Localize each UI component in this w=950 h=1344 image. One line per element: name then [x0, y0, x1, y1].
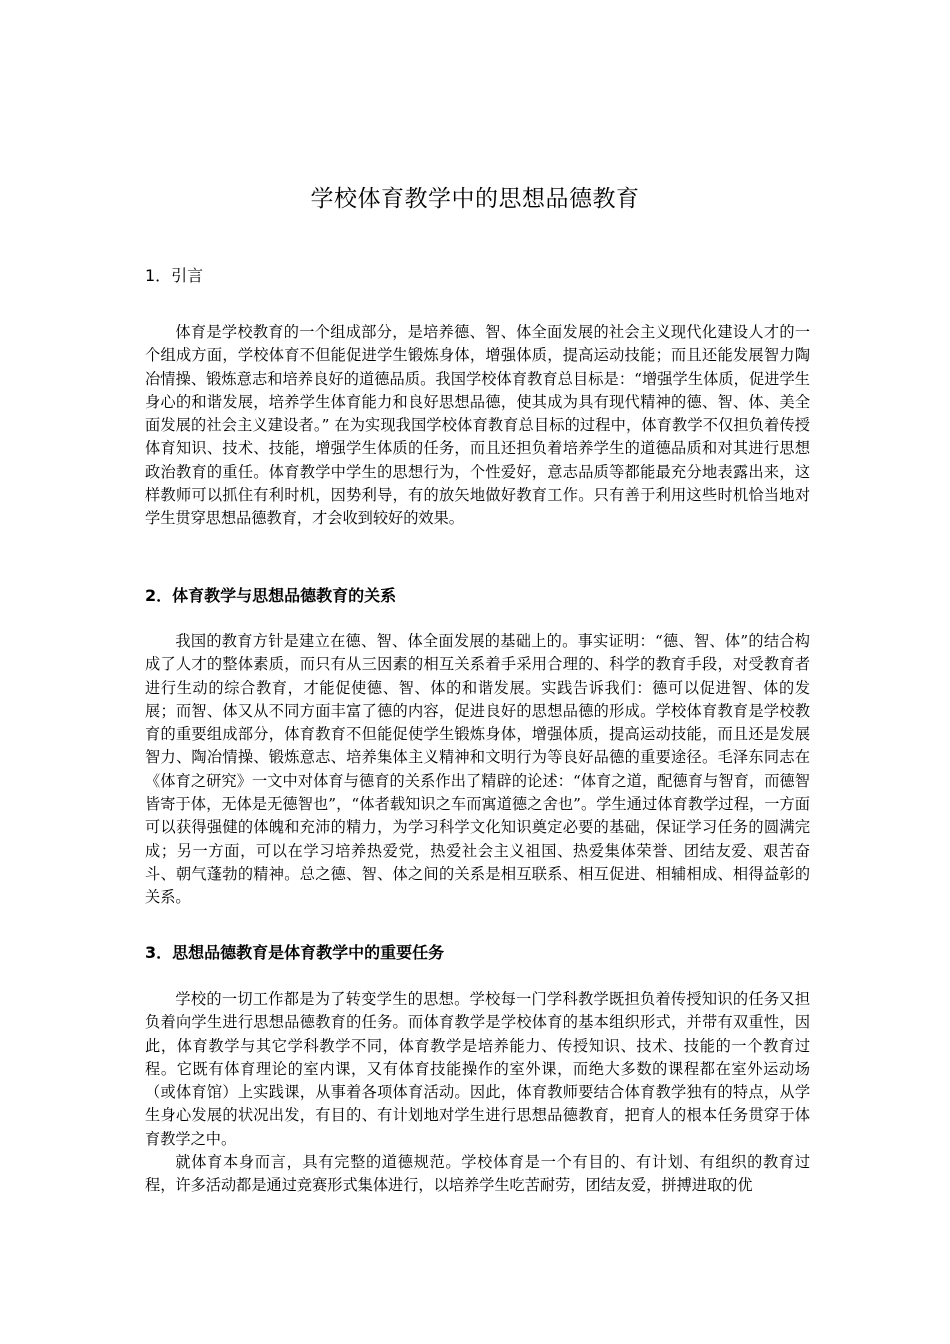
section-body-introduction [145, 321, 810, 531]
document-title: 学校体育教学中的思想品德教育 [310, 186, 640, 212]
paragraph: 就体育本身而言，具有完整的道德规范。学校体育是一个有目的、有计划、有组织的教育过程，许多活动都是通过竞赛形式集体进行，以培养学生吃苦耐劳，团结友爱，拼搏进取的优 [145, 1153, 810, 1195]
paragraph: 学校的一切工作都是为了转变学生的思想。学校每一门学科教学既担负着传授知识的任务又担负着向学生进行思想品德教育的任务。而体育教学是学校体育的基本组织形式，并带有双重性，因此，体育教学与其它学科教学不同，体育教学是培养能力、传授知识、技术、技能的一个教育过程。它既有体育理论的室内课，又有体育技能操作的室外课，而绝大多数的课程都在室外运动场（或体育馆）上实践课，从事着各项体育活动。因此，体育教师要结合体育教学独有的特点，从学生身心发展的状况出发，有目的、有计划地对学生进行思想品德教育，把育人的根本任务贯穿于体育教学之中。 [145, 990, 810, 1148]
section-body-relationship [145, 630, 810, 910]
paragraph: 体育是学校教育的一个组成部分，是培养德、智、体全面发展的社会主义现代化建设人才的一个组成方面，学校体育不但能促进学生锻炼身体，增强体质，提高运动技能；而且还能发展智力陶冶情操、锻炼意志和培养良好的道德品质。我国学校体育教育总目标是：“增强学生体质，促进学生身心的和谐发展，培养学生体育能力和良好思想品德，使其成为具有现代精神的德、智、体、美全面发展的社会主义建设者。” 在为实现我国学校体育教育总目标的过程中，体育教学不仅担负着传授体育知识、技术、技能，增强学生体质的任务，而且还担负着培养学生的道德品质和对其进行思想政治教育的重任。体育教学中学生的思想行为，个性爱好，意志品质等都能最充分地表露出来，这样教师可以抓住有利时机，因势利导，有的放矢地做好教育工作。只有善于利用这些时机恰当地对学生贯穿思想品德教育，才会收到较好的效果。 [145, 323, 810, 528]
section-heading-introduction: 1．引言 [145, 266, 204, 285]
section-body-important-task [145, 988, 810, 1198]
paragraph: 我国的教育方针是建立在德、智、体全面发展的基础上的。事实证明：“德、智、体”的结合构成了人才的整体素质，而只有从三因素的相互关系着手采用合理的、科学的教育手段，对受教育者进行生动的综合教育，才能促使德、智、体的和谐发展。实践告诉我们：德可以促进智、体的发展；而智、体又从不同方面丰富了德的内容，促进良好的思想品德的形成。学校体育教育是学校教育的重要组成部分，体育教育不但能促使学生锻炼身体，增强体质，提高运动技能，而且还是发展智力、陶冶情操、锻炼意志、培养集体主义精神和文明行为等良好品德的重要途径。毛泽东同志在《体育之研究》一文中对体育与德育的关系作出了精辟的论述：“体育之道，配德育与智育，而德智皆寄于体，无体是无德智也”，“体者载知识之车而寓道德之舍也”。学生通过体育教学过程，一方面可以获得强健的体魄和充沛的精力，为学习科学文化知识奠定必要的基础，保证学习任务的圆满完成；另一方面，可以在学习培养热爱党，热爱社会主义祖国、热爱集体荣誉、团结友爱、艰苦奋斗、朝气蓬勃的精神。总之德、智、体之间的关系是相互联系、相互促进、相辅相成、相得益彰的关系。 [145, 632, 810, 907]
section-heading-important-task: 3．思想品德教育是体育教学中的重要任务 [145, 943, 445, 962]
section-heading-relationship: 2．体育教学与思想品德教育的关系 [145, 586, 397, 605]
